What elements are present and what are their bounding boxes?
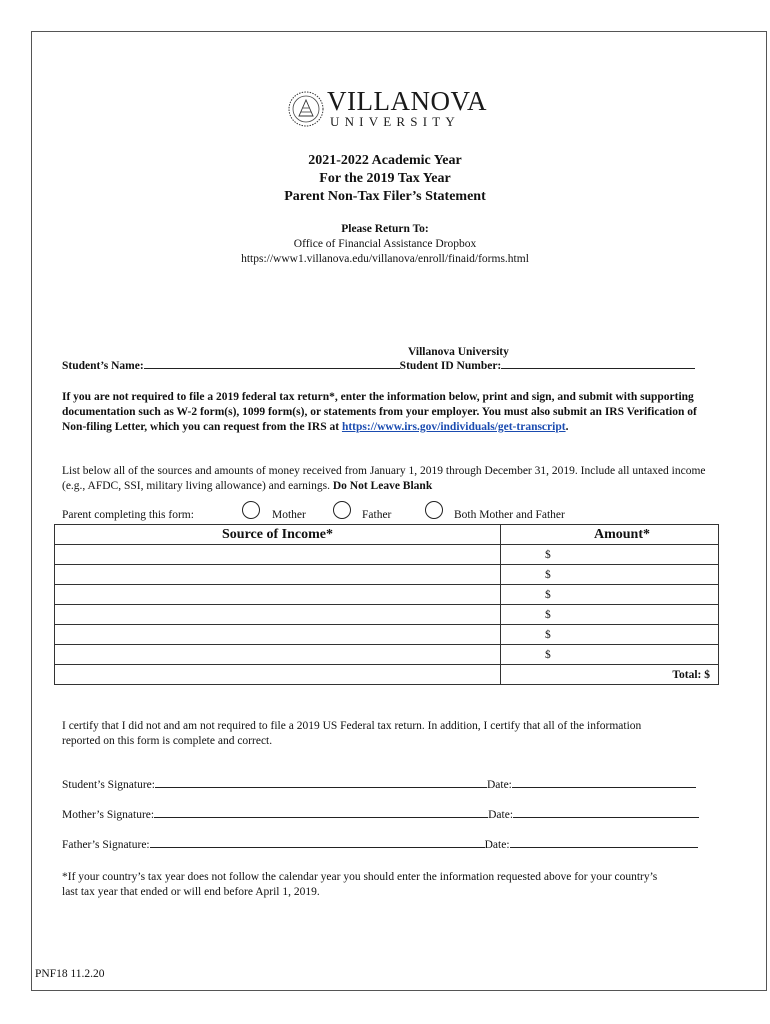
mother-signature-row <box>62 809 699 821</box>
father-date-label: Date: <box>484 839 510 851</box>
both-option-label: Both Mother and Father <box>454 509 565 521</box>
father-signature-label: Father’s Signature: <box>62 839 150 851</box>
mother-signature-label: Mother’s Signature: <box>62 809 155 821</box>
mother-date-label: Date: <box>488 809 514 821</box>
irs-transcript-link[interactable]: https://www.irs.gov/individuals/get-transcript <box>341 421 566 433</box>
income-amount-cell[interactable]: $ <box>501 645 719 665</box>
income-row <box>55 565 719 585</box>
income-amount-cell[interactable]: $ <box>501 605 719 625</box>
mother-radio[interactable] <box>242 501 260 519</box>
student-signature-field[interactable] <box>155 787 487 788</box>
university-label: Villanova University <box>408 346 509 358</box>
income-total-row <box>55 665 719 685</box>
list-note-text: List below all of the sources and amounts of money received from January 1, 2019 through December 31, 2019. Include all untaxed income (e.g., AFDC, SSI, military living allowance) and earnings. <box>62 465 706 492</box>
father-signature-row <box>62 839 698 851</box>
mother-signature-field[interactable] <box>154 817 488 818</box>
income-total-cell[interactable]: Total: $ <box>501 665 719 685</box>
amount-column-header: Amount* <box>501 525 719 545</box>
income-amount-cell[interactable]: $ <box>501 625 719 645</box>
father-signature-field[interactable] <box>150 847 485 848</box>
income-table <box>54 524 719 685</box>
income-table-header <box>55 525 719 545</box>
student-id-label: Student ID Number: <box>399 360 502 372</box>
student-signature-row <box>62 779 696 791</box>
villanova-logo <box>287 86 487 134</box>
income-source-cell[interactable] <box>55 605 501 625</box>
form-code: PNF18 11.2.20 <box>35 968 105 980</box>
certification-text: I certify that I did not and am not required to file a 2019 US Federal tax return. In addition, I certify that all of the information reported on this form is complete and correct. <box>62 720 642 747</box>
logo-wordmark: VILLANOVA <box>327 86 487 116</box>
instructions-paragraph <box>62 390 712 435</box>
income-row <box>55 605 719 625</box>
income-source-cell[interactable] <box>55 545 501 565</box>
mother-option-label: Mother <box>272 509 306 521</box>
income-table-body <box>55 545 719 685</box>
income-source-cell[interactable] <box>55 625 501 645</box>
university-seal-icon <box>287 90 325 128</box>
father-date-field[interactable] <box>510 847 698 848</box>
tax-year-footnote: *If your country’s tax year does not follow the calendar year you should enter the information requested above for your country’s last tax year that ended or will end before April 1, 2019. <box>62 871 658 898</box>
father-radio[interactable] <box>333 501 351 519</box>
return-to-label: Please Return To: <box>341 223 429 235</box>
income-row <box>55 545 719 565</box>
income-source-cell[interactable] <box>55 585 501 605</box>
student-name-field[interactable] <box>144 368 400 369</box>
student-date-field[interactable] <box>512 787 696 788</box>
student-name-label: Student’s Name: <box>62 360 144 372</box>
instructions-period: . <box>565 421 569 433</box>
return-office: Office of Financial Assistance Dropbox <box>293 238 477 250</box>
list-note-paragraph <box>62 464 712 494</box>
return-url: https://www1.villanova.edu/villanova/enroll/finaid/forms.html <box>241 253 529 265</box>
father-option-label: Father <box>362 509 392 521</box>
statement-title: Parent Non-Tax Filer’s Statement <box>284 189 486 204</box>
do-not-leave-blank: Do Not Leave Blank <box>332 480 433 492</box>
student-date-label: Date: <box>486 779 512 791</box>
both-parents-radio[interactable] <box>425 501 443 519</box>
student-signature-label: Student’s Signature: <box>62 779 155 791</box>
income-amount-cell[interactable]: $ <box>501 565 719 585</box>
income-amount-cell[interactable]: $ <box>501 585 719 605</box>
student-name-row <box>62 360 695 372</box>
tax-year-title: For the 2019 Tax Year <box>319 171 451 186</box>
mother-date-field[interactable] <box>513 817 699 818</box>
parent-select-label: Parent completing this form: <box>62 509 194 521</box>
student-id-field[interactable] <box>501 368 695 369</box>
income-row <box>55 625 719 645</box>
source-column-header: Source of Income* <box>55 525 501 545</box>
total-blank-cell <box>55 665 501 685</box>
academic-year-title: 2021-2022 Academic Year <box>308 153 462 168</box>
income-amount-cell[interactable]: $ <box>501 545 719 565</box>
logo-subtitle: UNIVERSITY <box>330 114 460 129</box>
income-source-cell[interactable] <box>55 565 501 585</box>
income-source-cell[interactable] <box>55 645 501 665</box>
income-row <box>55 585 719 605</box>
income-row <box>55 645 719 665</box>
instructions-text: If you are not required to file a 2019 federal tax return*, enter the information below, print and sign, and submit with supporting documentation such as W-2 form(s), 1099 form(s), or statements from your employer. You must also submit an IRS Verification of Non-filing Letter, which you can request from the IRS at <box>62 391 697 433</box>
